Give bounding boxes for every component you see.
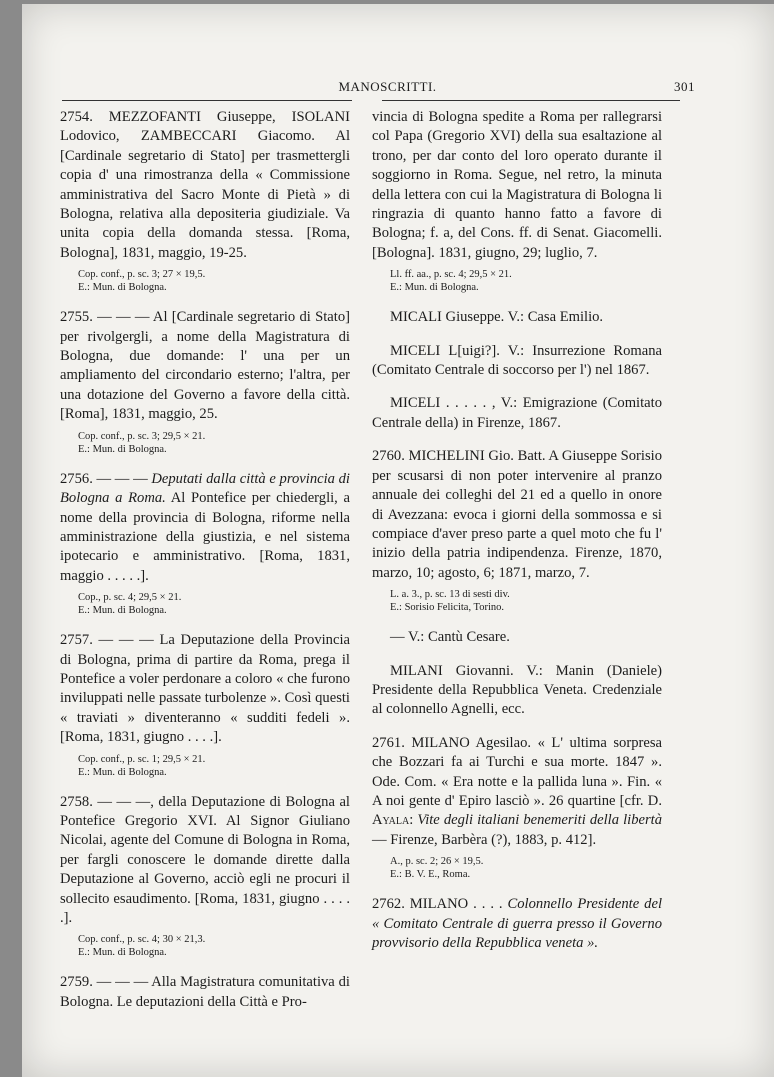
- entry-text: MILANI Giovanni. V.: Manin (Daniele) Presidente della Repubblica Veneta. Credenziale al colonnello Agnelli, ecc.: [372, 662, 662, 718]
- catalog-entry-2760: [372, 447, 662, 614]
- cross-reference-miceli-luigi: [372, 342, 662, 381]
- note-owner: E.: Mun. di Bologna.: [78, 605, 167, 617]
- note-description: Cop. conf., p. sc. 3; 29,5 × 21.: [78, 430, 206, 442]
- note-owner: E.: Mun. di Bologna.: [390, 282, 479, 294]
- catalog-entry-2759: [60, 973, 350, 1012]
- entry-italic-title: Deputati dalla città e provincia di Bologna a Roma.: [60, 470, 350, 507]
- entry-text: — V.: Cantù Cesare.: [390, 629, 510, 646]
- entry-text: [372, 895, 662, 953]
- entry-number-prefix: 2762. MILANO . . . .: [372, 896, 508, 913]
- entry-text: [60, 470, 350, 586]
- book-page: [22, 4, 774, 1077]
- page-number: 301: [674, 79, 695, 94]
- note-owner: E.: Mun. di Bologna.: [78, 443, 167, 455]
- entry-text: MICALI Giuseppe. V.: Casa Emilio.: [390, 309, 604, 326]
- cited-author: Ayala: [372, 812, 410, 829]
- note-owner: E.: Mun. di Bologna.: [78, 766, 167, 778]
- entry-text: 2758. — — —, della Deputazione di Bologna al Pontefice Gregorio XVI. Al Signor Giuliano Nicolai, agente del Comune di Bologna in Roma, per fargli conoscere le domande dirette dalla Deputazione al Governo, acciò egli ne procuri il sollecito esaudimento. [Roma, 1831, giugno . . . . .].: [60, 793, 350, 926]
- note-description: Ll. ff. aa., p. sc. 4; 29,5 × 21.: [390, 269, 512, 281]
- entry-text: 2754. MEZZOFANTI Giuseppe, ISOLANI Lodovico, ZAMBECCARI Giacomo. Al [Cardinale segretario di Stato] per trasmettergli copia d' una rimostranza della « Commissione amministrativa del Sacro Monte di Pietà » di Bologna, relativa alla depositeria giudiziale. Va unita copia della domanda stessa. [Roma, Bologna], 1831, maggio, 19-25.: [60, 109, 350, 261]
- note-description: Cop. conf., p. sc. 3; 27 × 19,5.: [78, 269, 206, 281]
- catalog-entry-2756: [60, 470, 350, 617]
- entry-text: 2757. — — — La Deputazione della Provincia di Bologna, prima di partire da Roma, prega il Pontefice a voler perdonare a coloro « che furono inviluppati nelle passate turbolenze ». Così questi « traviati » diventeranno « sudditi fedeli ». [Roma, 1831, giugno . . . .].: [60, 632, 350, 746]
- entry-text: vincia di Bologna spedite a Roma per rallegrarsi col Papa (Gregorio XVI) della sua esaltazione al trono, per dar conto del loro operato durante il soggiorno in Roma. Segue, nel retro, la minuta della lettera con cui la Magistratura di Bologna li ringrazia di quanto hanno fatto a favore di Bologna; f. a, del Cons. ff. di Senat. Giacomelli. [Bologna]. 1831, giugno, 29; luglio, 7.: [372, 109, 662, 261]
- cross-reference-miceli: [372, 394, 662, 433]
- note-description: Cop., p. sc. 4; 29,5 × 21.: [78, 592, 182, 604]
- cross-reference-micali: [372, 308, 662, 327]
- entry-note: [390, 855, 662, 881]
- cross-reference-milani: [372, 662, 662, 720]
- catalog-entry-2757: [60, 631, 350, 778]
- note-owner: E.: Mun. di Bologna.: [78, 282, 167, 294]
- entry-body: 2761. MILANO Agesilao. « L' ultima sorpresa che Bozzari fa ai Turchi e sua morte. 1847 ». Ode. Com. « Era notte e la pallida luna ». Fin. « A noi gente d' Epiro lasciò ». 26 quartine [cfr. D.: [372, 734, 662, 809]
- catalog-entry-2761: [372, 734, 662, 881]
- note-owner: E.: Mun. di Bologna.: [78, 947, 167, 959]
- entry-note: [78, 753, 350, 779]
- entry-italic-title: Colonnello Presidente del « Comitato Centrale di guerra presso il Governo provvisorio della Repubblica veneta ».: [372, 896, 662, 951]
- note-description: A., p. sc. 2; 26 × 19,5.: [390, 856, 484, 868]
- note-description: L. a. 3., p. sc. 13 di sesti div.: [390, 589, 510, 601]
- entry-number-prefix: 2756. — — —: [60, 470, 152, 487]
- cross-reference-cantu: [372, 628, 662, 647]
- entry-body-end: — Firenze, Barbèra (?), 1883, p. 412].: [372, 831, 597, 848]
- running-header: [80, 79, 695, 97]
- entry-note: [78, 268, 350, 294]
- note-owner: E.: Sorisio Felicita, Torino.: [390, 602, 504, 614]
- catalog-entry-2754: [60, 108, 350, 294]
- note-description: Cop. conf., p. sc. 1; 29,5 × 21.: [78, 753, 206, 765]
- header-rule-right: [382, 100, 680, 101]
- entry-text: [372, 734, 662, 850]
- cited-title: Vite degli italiani benemeriti della libertà: [417, 812, 663, 829]
- entry-separator: :: [409, 812, 418, 829]
- catalog-entry-2755: [60, 308, 350, 455]
- note-description: Cop. conf., p. sc. 4; 30 × 21,3.: [78, 934, 206, 946]
- entry-text: MICELI . . . . . , V.: Emigrazione (Comitato Centrale della) in Firenze, 1867.: [372, 395, 662, 431]
- entry-note: [390, 268, 662, 294]
- note-owner: E.: B. V. E., Roma.: [390, 869, 471, 881]
- right-column: [372, 108, 662, 967]
- running-title: MANOSCRITTI.: [338, 79, 437, 94]
- entry-note: [78, 591, 350, 617]
- catalog-entry-2758: [60, 793, 350, 960]
- entry-body: Al Pontefice per chiedergli, a nome della provincia di Bologna, riforme nella amministrazione della giustizia, e nel sistema ipotecario e amministrativo. [Roma, 1831, maggio . . . . .].: [60, 490, 350, 584]
- entry-text: 2755. — — — Al [Cardinale segretario di Stato] per rivolgergli, a nome della Magistratura di Bologna, due domande: l' una per un ampliamento del circondario esterno; l'altra, per una dotazione del Governo a favore della città. [Roma], 1831, maggio, 25.: [60, 309, 350, 423]
- entry-note: [390, 588, 662, 614]
- header-rule-left: [62, 100, 352, 101]
- entry-text: MICELI L[uigi?]. V.: Insurrezione Romana (Comitato Centrale di soccorso per l') nel 1867.: [372, 342, 662, 379]
- left-column: [60, 108, 350, 1026]
- entry-note: [78, 430, 350, 456]
- entry-text: 2759. — — — Alla Magistratura comunitativa di Bologna. Le deputazioni della Città e Pro-: [60, 974, 350, 1010]
- catalog-entry-2759-continued: [372, 108, 662, 294]
- catalog-entry-2762: [372, 895, 662, 953]
- entry-note: [78, 933, 350, 959]
- entry-text: 2760. MICHELINI Gio. Batt. A Giuseppe Sorisio per scusarsi di non poter intervenire al pranzo annuale dei colleghi del 21 ed a quello in onore di Avezzana: evoca i giorni della sommossa e si compiace d'aver preso parte a quel moto che fu l' inizio della patria indipendenza. Firenze, 1870, marzo, 10; agosto, 6; 1871, marzo, 7.: [372, 448, 662, 581]
